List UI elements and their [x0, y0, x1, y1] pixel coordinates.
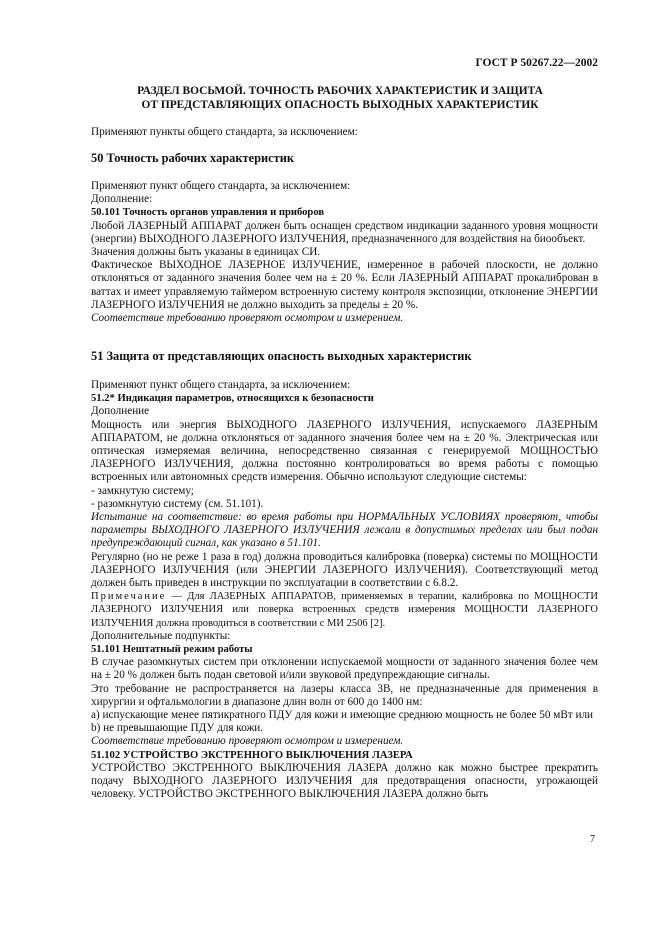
clause-51-101-heading: 51.101 Нештатный режим работы: [91, 644, 253, 656]
clause-50-p5: Фактическое ВЫХОДНОЕ ЛАЗЕРНОЕ ИЗЛУЧЕНИЕ, измеренное в рабочей плоскости, не должно отклоняться от заданного значения более чем на ± 20 %. Если ЛАЗЕРНЫЙ АППАРАТ прокалиброван в ваттах и имеет управляемую таймером встроенную систему контроля экспозиции, отклонение ЭНЕРГИИ ЛАЗЕРНОГО ИЗЛУЧЕНИЯ не должно выходить за пределы ± 20 %.: [91, 259, 598, 311]
clause-51-p6: Дополнительные подпункты:: [91, 629, 231, 642]
clause-50-p3: Любой ЛАЗЕРНЫЙ АППАРАТ должен быть оснащен средством индикации заданного уровня мощности (энергии) ВЫХОДНОГО ЛАЗЕРНОГО ИЗЛУЧЕНИЯ, предназначенного для воздействия на биообъект.: [91, 219, 598, 245]
clause-51-heading-block: [91, 350, 598, 363]
clause-50-heading: 50 Точность рабочих характеристик: [91, 151, 294, 165]
clause-50-heading-block: [91, 152, 598, 165]
clause-50-p2: Дополнение:: [91, 193, 153, 206]
clause-51-list-item-2: - разомкнутую систему (см. 51.101).: [91, 497, 264, 510]
section-title-line2: ОТ ПРЕДСТАВЛЯЮЩИХ ОПАСНОСТЬ ВЫХОДНЫХ ХАРАКТЕРИСТИК: [141, 99, 539, 111]
clause-51-p8: Это требование не распространяется на лазеры класса 3В, не предназначенные для применения в хирургии и офтальмологии в диапазоне длин волн от 600 до 1400 нм:: [91, 682, 598, 708]
clause-50-body: [91, 180, 598, 325]
clause-50-compliance: Соответствие требованию проверяют осмотром и измерением.: [91, 312, 404, 325]
clause-51-p3: Мощность или энергия ВЫХОДНОГО ЛАЗЕРНОГО ИЗЛУЧЕНИЯ, испускаемого ЛАЗЕРНЫМ АППАРАТОМ, не должна отклоняться от заданного значения более чем на ± 20 %. Электрическая или оптическая измеряемая величина, непосредственно связанная с генерируемой МОЩНОСТЬЮ ЛАЗЕРНОГО ИЗЛУЧЕНИЯ, должна постоянно контролироваться во время работы с помощью встроенных или автономных средств измерения. Обычно используют следующие системы:: [91, 418, 598, 484]
clause-51-2-heading: 51.2* Индикация параметров, относящихся к безопасности: [91, 393, 374, 405]
clause-51-compliance: Соответствие требованию проверяют осмотром и измерением.: [91, 735, 404, 748]
clause-50-p4: Значения должны быть указаны в единицах СИ.: [91, 246, 321, 259]
clause-51-102-heading: 51.102 УСТРОЙСТВО ЭКСТРЕННОГО ВЫКЛЮЧЕНИЯ ЛАЗЕРА: [91, 749, 413, 761]
clause-51-p2: Дополнение: [91, 405, 150, 418]
document-header-id: ГОСТ Р 50267.22—2002: [475, 57, 598, 69]
clause-50-101-heading: 50.101 Точность органов управления и приборов: [91, 207, 325, 219]
clause-51-p7: В случае разомкнутых систем при отклонении испускаемой мощности от заданного значения более чем на ± 20 % должен быть подан световой и/или звуковой предупреждающие сигналы.: [91, 656, 598, 682]
note-text: — Для ЛАЗЕРНЫХ АППАРАТОВ, применяемых в терапии, калибровка по МОЩНОСТИ ЛАЗЕРНОГО ИЗЛУЧЕНИЯ или поверка встроенных средств измерения МОЩНОСТИ ЛАЗЕРНОГО ИЗЛУЧЕНИЯ должна проводиться в соответствии с МИ 2506 [2].: [91, 591, 598, 629]
clause-51-body: [91, 379, 598, 802]
clause-50-p1: Применяют пункт общего стандарта, за исключением:: [91, 180, 351, 192]
clause-51-list-item-1: - замкнутую систему;: [91, 484, 194, 497]
clause-51-test: Испытание на соответствие: во время работы при НОРМАЛЬНЫХ УСЛОВИЯХ проверяют, чтобы параметры ВЫХОДНОГО ЛАЗЕРНОГО ИЗЛУЧЕНИЯ лежали в допустимых пределах или был подан предупреждающий сигнал, как указано в 51.101.: [91, 511, 598, 550]
clause-51-heading: 51 Защита от представляющих опасность выходных характеристик: [91, 349, 472, 363]
clause-51-p10: b) не превышающие ПДУ для кожи.: [91, 722, 263, 735]
note-label: Примечание: [91, 591, 167, 603]
clause-51-p9: a) испускающие менее пятикратного ПДУ для кожи и имеющие среднюю мощность не более 50 мВт или: [91, 709, 594, 722]
section-intro-text: Применяют пункты общего стандарта, за исключением:: [91, 126, 358, 138]
section-title-line1: РАЗДЕЛ ВОСЬМОЙ. ТОЧНОСТЬ РАБОЧИХ ХАРАКТЕРИСТИК И ЗАЩИТА: [137, 85, 543, 97]
clause-51-p5: Регулярно (но не реже 1 раза в год) должна проводиться калибровка (поверка) системы по МОЩНОСТИ ЛАЗЕРНОГО ИЗЛУЧЕНИЯ (или ЭНЕРГИИ ЛАЗЕРНОГО ИЗЛУЧЕНИЯ). Соответствующий метод должен быть приведен в инструкции по эксплуатации в соответствии с 6.8.2.: [91, 550, 598, 590]
clause-51-note: [91, 590, 598, 630]
page-number: 7: [590, 834, 595, 845]
clause-51-p12: УСТРОЙСТВО ЭКСТРЕННОГО ВЫКЛЮЧЕНИЯ ЛАЗЕРА должно как можно быстрее прекратить подачу ВЫХОДНОГО ЛАЗЕРНОГО ИЗЛУЧЕНИЯ для предотвращения опасности, угрожающей человеку. УСТРОЙСТВО ЭКСТРЕННОГО ВЫКЛЮЧЕНИЯ ЛАЗЕРА должно быть: [91, 761, 598, 801]
section-intro: [91, 126, 598, 139]
clause-51-p1: Применяют пункт общего стандарта, за исключением:: [91, 379, 351, 391]
section-title: [80, 84, 600, 112]
